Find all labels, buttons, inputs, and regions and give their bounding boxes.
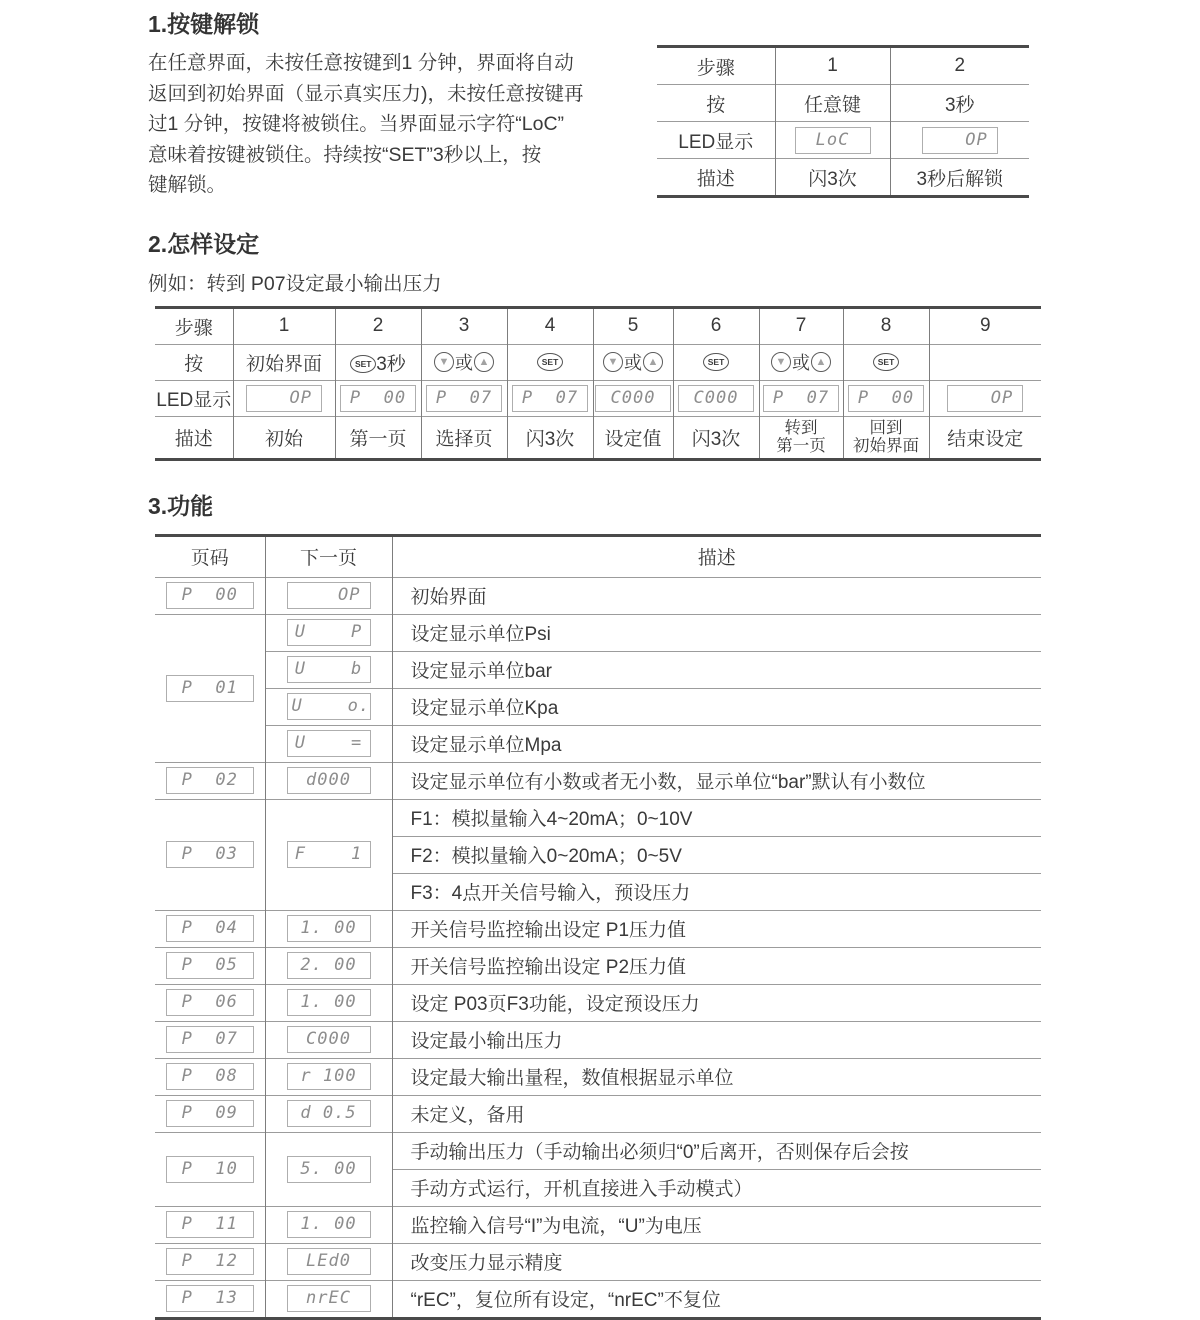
step-number: 8 — [843, 307, 929, 344]
step-number: 9 — [929, 307, 1041, 344]
step-number: 4 — [507, 307, 593, 344]
section-title-how-to-set: 2.怎样设定 — [148, 230, 260, 257]
led-cell — [843, 380, 929, 416]
table-row — [155, 984, 1041, 1021]
step-description: 选择页 — [421, 416, 507, 459]
next-page-led: d000 — [287, 767, 371, 794]
next-page-led: U o. — [287, 693, 371, 720]
next-page-led: 1. 00 — [287, 915, 371, 942]
paragraph-line: 意味着按键被锁住。持续按“SET”3秒以上，按 — [148, 143, 542, 166]
example-line: 例如：转到 P07设定最小输出压力 — [148, 272, 442, 295]
next-led-cell — [265, 1280, 392, 1318]
led-cell — [759, 380, 843, 416]
down-triangle-icon: ▼ — [603, 352, 623, 372]
section-title-key-unlock: 1.按键解锁 — [148, 11, 260, 37]
table-row — [155, 1243, 1041, 1280]
step-number: 3 — [421, 307, 507, 344]
set-button-icon: SET — [350, 355, 376, 373]
page-code-led: P 08 — [166, 1063, 254, 1090]
step-number: 2 — [890, 47, 1029, 85]
next-page-led: U b — [287, 656, 371, 683]
page-code-led: P 12 — [166, 1248, 254, 1275]
press-suffix: 3秒 — [376, 353, 406, 375]
function-description: 设定最大输出量程，数值根据显示单位 — [392, 1058, 1041, 1095]
led-display: LoC — [795, 127, 871, 154]
column-header-page: 页码 — [155, 535, 265, 577]
next-page-led: 2. 00 — [287, 952, 371, 979]
step-description: 闪3次 — [775, 159, 890, 197]
unlock-steps-table — [657, 45, 1029, 198]
setting-steps-table — [155, 306, 1041, 461]
paragraph-line: 返回到初始界面（显示真实压力)，未按任意按键再 — [148, 82, 584, 105]
function-description: 开关信号监控输出设定 P1压力值 — [392, 910, 1041, 947]
next-page-led: LEd0 — [287, 1248, 371, 1275]
functions-table — [155, 534, 1041, 1320]
function-description: 设定 P03页F3功能，设定预设压力 — [392, 984, 1041, 1021]
next-page-led: d 0.5 — [287, 1100, 371, 1127]
step-description: 结束设定 — [929, 416, 1041, 459]
page-led-cell — [155, 1243, 265, 1280]
next-led-cell — [265, 651, 392, 688]
table-row — [155, 577, 1041, 614]
step-description — [759, 416, 843, 459]
table-row — [155, 307, 1041, 344]
page-code-led: P 05 — [166, 952, 254, 979]
led-display: P 07 — [426, 385, 502, 412]
page-code-led: P 13 — [166, 1285, 254, 1312]
paragraph-line: 在任意界面，未按任意按键到1 分钟，界面将自动 — [148, 52, 574, 74]
next-led-cell — [265, 1095, 392, 1132]
page-led-cell — [155, 1280, 265, 1318]
next-page-led: r 100 — [287, 1063, 371, 1090]
table-row — [155, 1021, 1041, 1058]
function-description: 设定显示单位Mpa — [392, 725, 1041, 762]
table-row — [657, 85, 1029, 122]
row-label-step: 步骤 — [174, 317, 213, 339]
next-led-cell — [265, 577, 392, 614]
press-action — [335, 344, 421, 380]
next-page-led: OP — [287, 582, 371, 609]
table-row — [155, 614, 1041, 651]
or-label: 或 — [624, 353, 642, 373]
page-led-cell — [155, 577, 265, 614]
table-row — [155, 910, 1041, 947]
function-description: 设定显示单位Kpa — [392, 688, 1041, 725]
function-description: 设定显示单位Psi — [392, 614, 1041, 651]
column-header-desc: 描述 — [697, 548, 736, 569]
next-led-cell — [265, 984, 392, 1021]
table-row — [155, 416, 1041, 459]
table-header-row — [155, 535, 1041, 577]
table-row — [155, 380, 1041, 416]
description-line: 回到 — [869, 419, 903, 437]
press-action — [673, 344, 759, 380]
row-label-step: 步骤 — [696, 57, 735, 79]
table-row — [155, 1280, 1041, 1318]
row-label-led: LED显示 — [657, 122, 775, 159]
led-cell — [507, 380, 593, 416]
page-code-led: P 07 — [166, 1026, 254, 1053]
description-line: 第一页 — [776, 437, 826, 455]
page-led-cell — [155, 1058, 265, 1095]
page-code-led: P 02 — [166, 767, 254, 794]
column-header-next: 下一页 — [265, 535, 392, 577]
next-led-cell — [265, 910, 392, 947]
step-number: 1 — [233, 307, 335, 344]
next-led-cell — [265, 1206, 392, 1243]
table-row — [155, 1206, 1041, 1243]
function-description: F2：模拟量输入0~20mA；0~5V — [392, 836, 1041, 873]
step-number: 1 — [775, 47, 890, 85]
step-description: 设定值 — [593, 416, 673, 459]
led-display: OP — [947, 385, 1023, 412]
page-led-cell — [155, 910, 265, 947]
section-functions — [148, 488, 1048, 1320]
led-cell — [929, 380, 1041, 416]
next-page-led: 1. 00 — [287, 989, 371, 1016]
led-cell — [890, 122, 1029, 159]
page-code-led: P 00 — [166, 582, 254, 609]
function-description: 监控输入信号“I”为电流，“U”为电压 — [392, 1206, 1041, 1243]
table-row — [155, 799, 1041, 836]
step-description: 第一页 — [335, 416, 421, 459]
up-triangle-icon: ▲ — [643, 352, 663, 372]
step-description: 闪3次 — [673, 416, 759, 459]
description-line: 转到 — [784, 419, 818, 437]
next-page-led: 1. 00 — [287, 1211, 371, 1238]
led-cell — [421, 380, 507, 416]
led-display: P 07 — [763, 385, 839, 412]
step-number: 2 — [335, 307, 421, 344]
function-description: 设定显示单位bar — [392, 651, 1041, 688]
next-led-cell — [265, 1058, 392, 1095]
page-led-cell — [155, 984, 265, 1021]
set-button-icon: SET — [703, 353, 729, 371]
step-number: 7 — [759, 307, 843, 344]
led-display: OP — [246, 385, 322, 412]
table-row — [155, 651, 1041, 688]
function-description: 初始界面 — [392, 577, 1041, 614]
step-number: 5 — [593, 307, 673, 344]
or-label: 或 — [792, 353, 810, 373]
table-row — [155, 947, 1041, 984]
led-cell — [233, 380, 335, 416]
led-cell — [593, 380, 673, 416]
step-description — [843, 416, 929, 459]
function-description: 未定义，备用 — [392, 1095, 1041, 1132]
page-led-cell — [155, 947, 265, 984]
page-code-led: P 06 — [166, 989, 254, 1016]
section-how-to-set — [148, 226, 1048, 461]
set-button-icon: SET — [873, 353, 899, 371]
function-description: “rEC”，复位所有设定，“nrEC”不复位 — [392, 1280, 1041, 1318]
led-display: C000 — [678, 385, 754, 412]
led-display: OP — [922, 127, 998, 154]
page-led-cell — [155, 1095, 265, 1132]
press-action — [593, 344, 673, 380]
next-page-led: C000 — [287, 1026, 371, 1053]
table-row — [657, 47, 1029, 85]
function-description: 设定显示单位有小数或者无小数，显示单位“bar”默认有小数位 — [392, 762, 1041, 799]
step-description: 3秒后解锁 — [890, 159, 1029, 197]
led-cell — [673, 380, 759, 416]
press-action — [759, 344, 843, 380]
next-led-cell — [265, 799, 392, 910]
led-display: P 00 — [848, 385, 924, 412]
page-led-cell — [155, 1132, 265, 1206]
next-led-cell — [265, 1132, 392, 1206]
press-action — [507, 344, 593, 380]
page-led-cell — [155, 762, 265, 799]
table-row — [155, 725, 1041, 762]
next-led-cell — [265, 762, 392, 799]
page-led-cell — [155, 799, 265, 910]
function-description: F1：模拟量输入4~20mA；0~10V — [392, 799, 1041, 836]
page-code-led: P 03 — [166, 841, 254, 868]
section-key-unlock — [148, 6, 1048, 201]
press-action — [421, 344, 507, 380]
row-label-press: 按 — [657, 85, 775, 122]
or-label: 或 — [455, 353, 473, 373]
table-row — [155, 1132, 1041, 1169]
function-description: F3：4点开关信号输入，预设压力 — [392, 873, 1041, 910]
up-triangle-icon: ▲ — [474, 352, 494, 372]
paragraph-line: 键解锁。 — [148, 174, 227, 196]
description-line: 初始界面 — [853, 437, 919, 455]
page-code-led: P 09 — [166, 1100, 254, 1127]
table-row — [155, 762, 1041, 799]
table-row — [657, 159, 1029, 197]
row-label-desc: 描述 — [657, 159, 775, 197]
page-code-led: P 01 — [166, 675, 254, 702]
function-description: 开关信号监控输出设定 P2压力值 — [392, 947, 1041, 984]
page-code-led: P 11 — [166, 1211, 254, 1238]
key-unlock-text-block — [148, 6, 657, 201]
down-triangle-icon: ▼ — [771, 352, 791, 372]
row-label-press: 按 — [155, 344, 233, 380]
led-display: P 00 — [340, 385, 416, 412]
row-label-led: LED显示 — [155, 380, 233, 416]
press-action — [843, 344, 929, 380]
row-label-desc: 描述 — [155, 416, 233, 459]
next-page-led: U = — [287, 730, 371, 757]
table-row — [155, 1058, 1041, 1095]
next-led-cell — [265, 725, 392, 762]
press-action-empty — [929, 344, 1041, 380]
led-display: C000 — [595, 385, 671, 412]
function-description: 设定最小输出压力 — [392, 1021, 1041, 1058]
function-description: 手动输出压力（手动输出必须归“0”后离开，否则保存后会按 — [392, 1132, 1041, 1169]
function-description: 手动方式运行，开机直接进入手动模式） — [392, 1169, 1041, 1206]
next-page-led: nrEC — [287, 1285, 371, 1312]
press-action: 3秒 — [890, 85, 1029, 122]
set-button-icon: SET — [537, 353, 563, 371]
press-action: 初始界面 — [233, 344, 335, 380]
next-led-cell — [265, 614, 392, 651]
down-triangle-icon: ▼ — [434, 352, 454, 372]
up-triangle-icon: ▲ — [811, 352, 831, 372]
next-page-led: F 1 — [287, 841, 371, 868]
page-led-cell — [155, 1021, 265, 1058]
table-row — [155, 688, 1041, 725]
function-description: 改变压力显示精度 — [392, 1243, 1041, 1280]
press-action: 任意键 — [775, 85, 890, 122]
next-page-led: 5. 00 — [287, 1156, 371, 1183]
next-led-cell — [265, 1243, 392, 1280]
step-description: 闪3次 — [507, 416, 593, 459]
section-title-functions: 3.功能 — [148, 492, 214, 519]
paragraph-line: 过1 分钟，按键将被锁住。当界面显示字符“LoC” — [148, 113, 565, 135]
led-cell — [775, 122, 890, 159]
next-page-led: U P — [287, 619, 371, 646]
key-unlock-paragraph — [148, 48, 657, 201]
next-led-cell — [265, 1021, 392, 1058]
led-cell — [335, 380, 421, 416]
next-led-cell — [265, 947, 392, 984]
page-code-led: P 04 — [166, 915, 254, 942]
next-led-cell — [265, 688, 392, 725]
step-number: 6 — [673, 307, 759, 344]
table-row — [155, 344, 1041, 380]
table-row — [155, 1095, 1041, 1132]
step-description: 初始 — [233, 416, 335, 459]
led-display: P 07 — [512, 385, 588, 412]
table-row — [657, 122, 1029, 159]
page-led-cell — [155, 1206, 265, 1243]
page-code-led: P 10 — [166, 1156, 254, 1183]
page-led-cell — [155, 614, 265, 762]
